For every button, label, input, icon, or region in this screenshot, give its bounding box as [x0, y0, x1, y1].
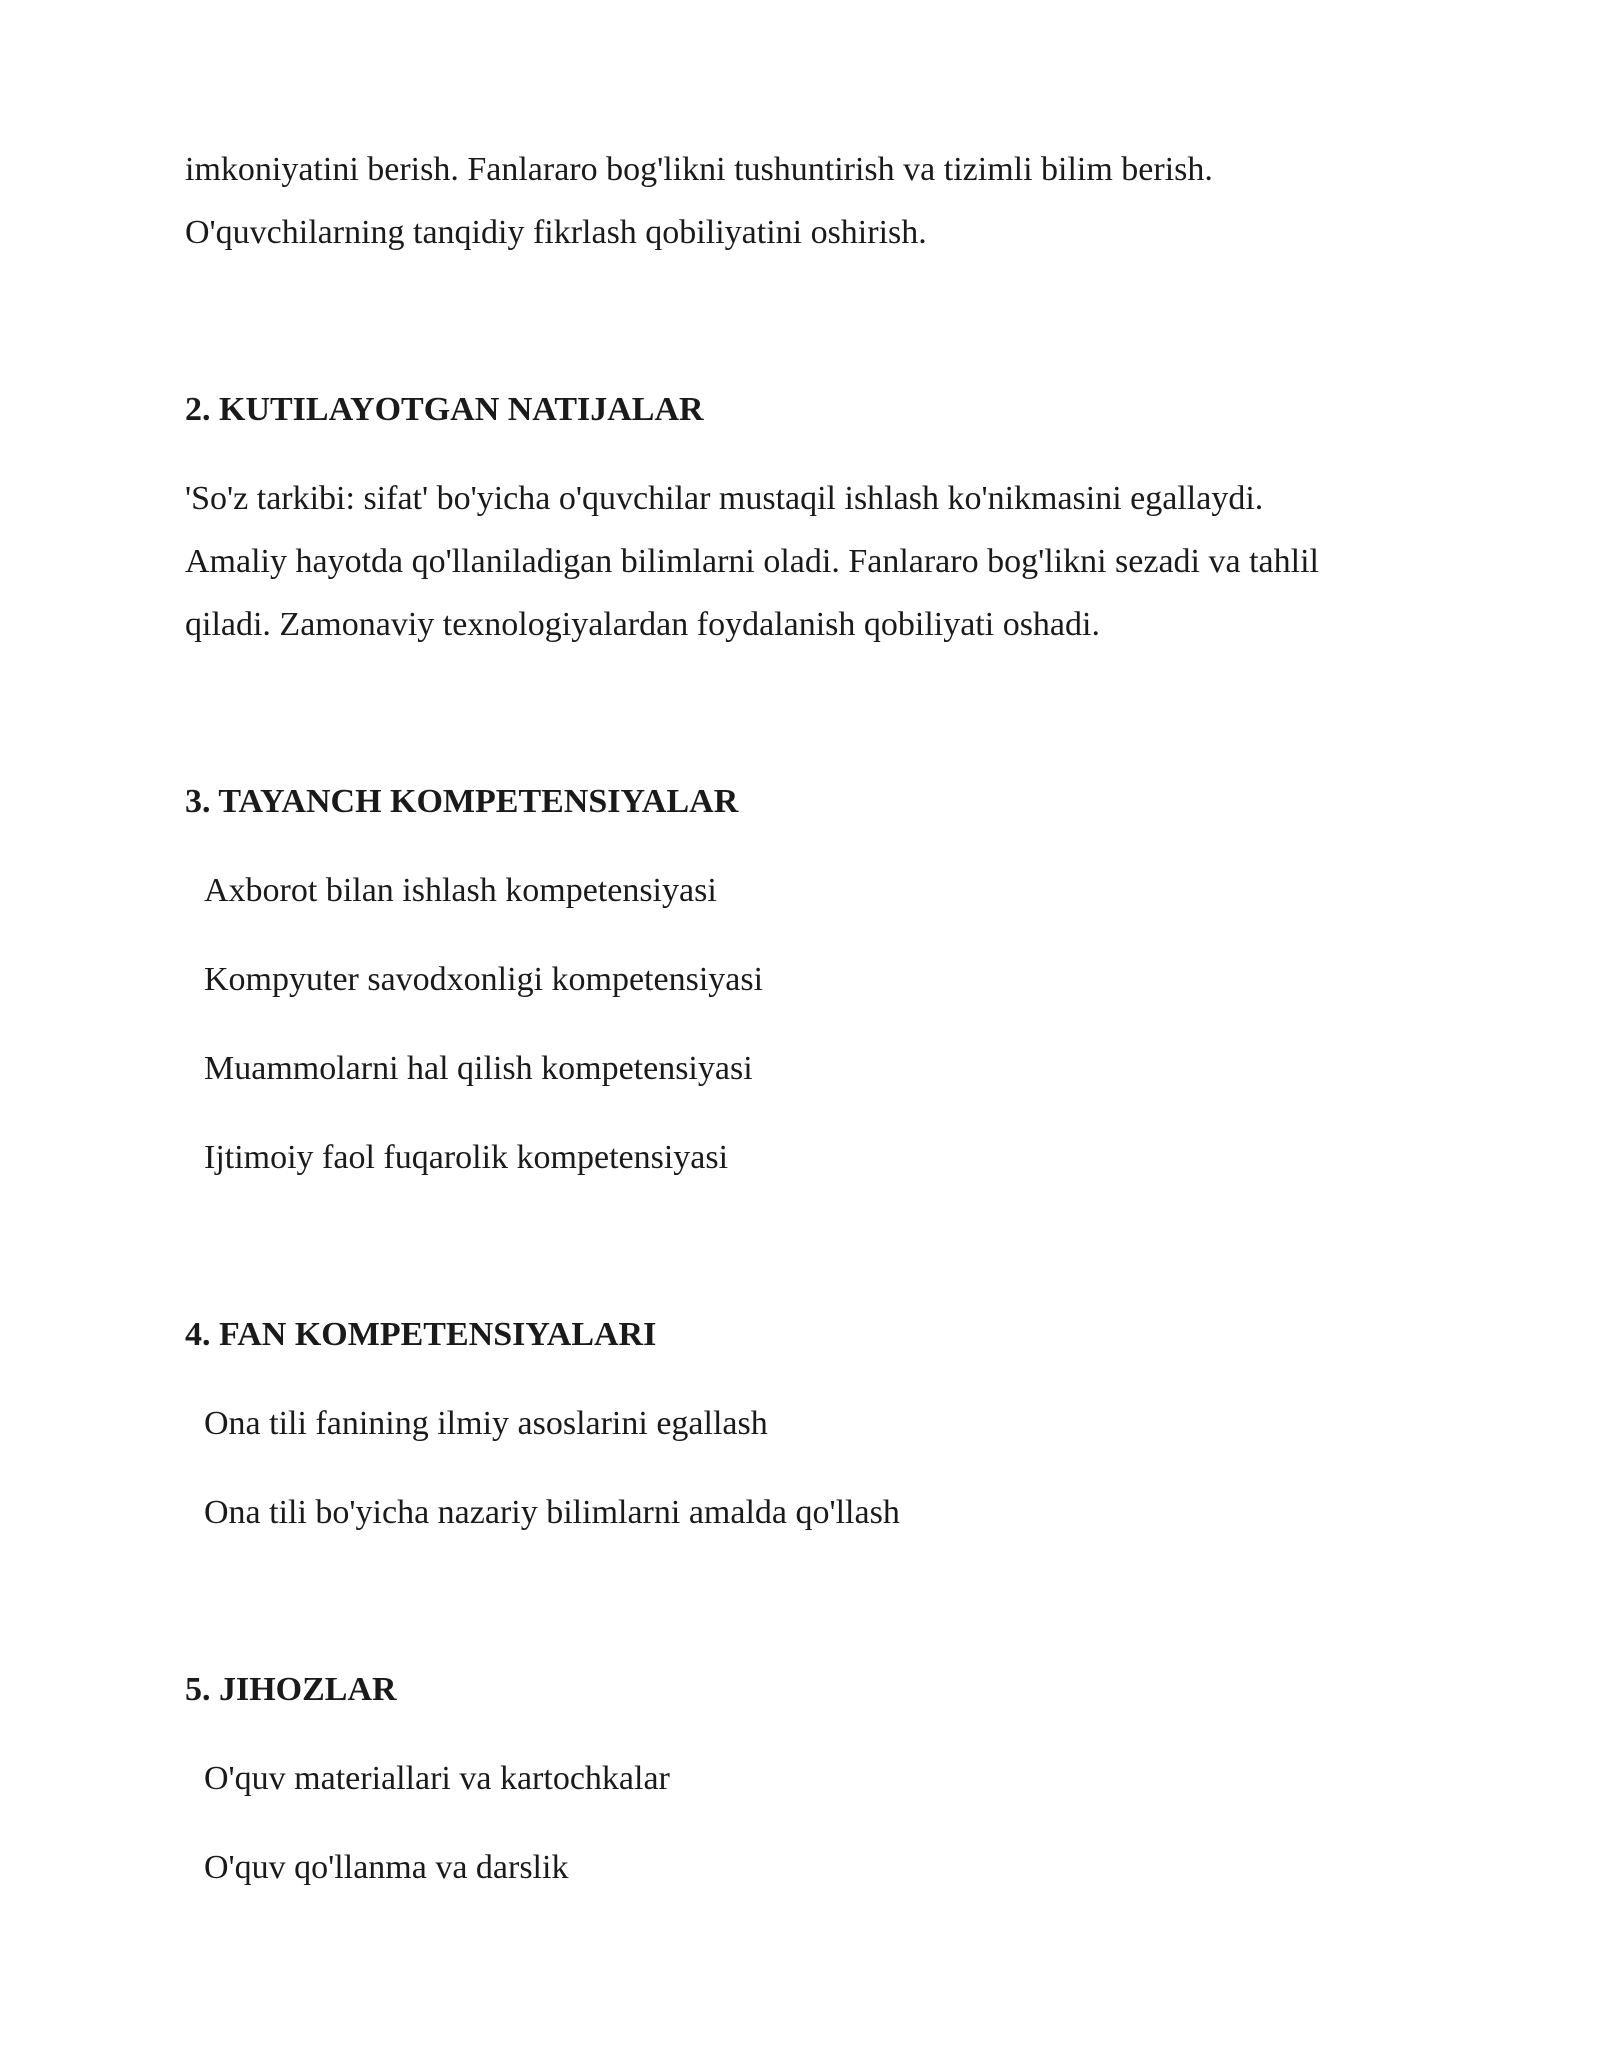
- list-item: Muammolarni hal qilish kompetensiyasi: [204, 1050, 753, 1087]
- section-heading-fan-kompetensiyalari: 4. FAN KOMPETENSIYALARI: [185, 1316, 657, 1353]
- section-heading-kutilayotgan-natijalar: 2. KUTILAYOTGAN NATIJALAR: [185, 391, 704, 428]
- list-item: Ona tili bo'yicha nazariy bilimlarni amalda qo'llash: [204, 1494, 900, 1531]
- section2-paragraph-line: qiladi. Zamonaviy texnologiyalardan foydalanish qobiliyati oshadi.: [185, 606, 1100, 643]
- intro-line: imkoniyatini berish. Fanlararo bog'likni tushuntirish va tizimli bilim berish.: [185, 151, 1213, 188]
- section-heading-tayanch-kompetensiyalar: 3. TAYANCH KOMPETENSIYALAR: [185, 783, 739, 820]
- list-item: Kompyuter savodxonligi kompetensiyasi: [204, 961, 764, 998]
- list-item: O'quv materiallari va kartochkalar: [204, 1760, 670, 1797]
- list-item: Axborot bilan ishlash kompetensiyasi: [204, 872, 717, 909]
- section2-paragraph-line: Amaliy hayotda qo'llaniladigan bilimlarni oladi. Fanlararo bog'likni sezadi va tahlil: [185, 543, 1319, 580]
- list-item: O'quv qo'llanma va darslik: [204, 1849, 569, 1886]
- section-heading-jihozlar: 5. JIHOZLAR: [185, 1671, 397, 1708]
- intro-line: O'quvchilarning tanqidiy fikrlash qobiliyatini oshirish.: [185, 214, 927, 251]
- section2-paragraph-line: 'So'z tarkibi: sifat' bo'yicha o'quvchilar mustaqil ishlash ko'nikmasini egallaydi.: [185, 480, 1264, 517]
- list-item: Ona tili fanining ilmiy asoslarini egallash: [204, 1405, 768, 1442]
- list-item: Ijtimoiy faol fuqarolik kompetensiyasi: [204, 1139, 729, 1176]
